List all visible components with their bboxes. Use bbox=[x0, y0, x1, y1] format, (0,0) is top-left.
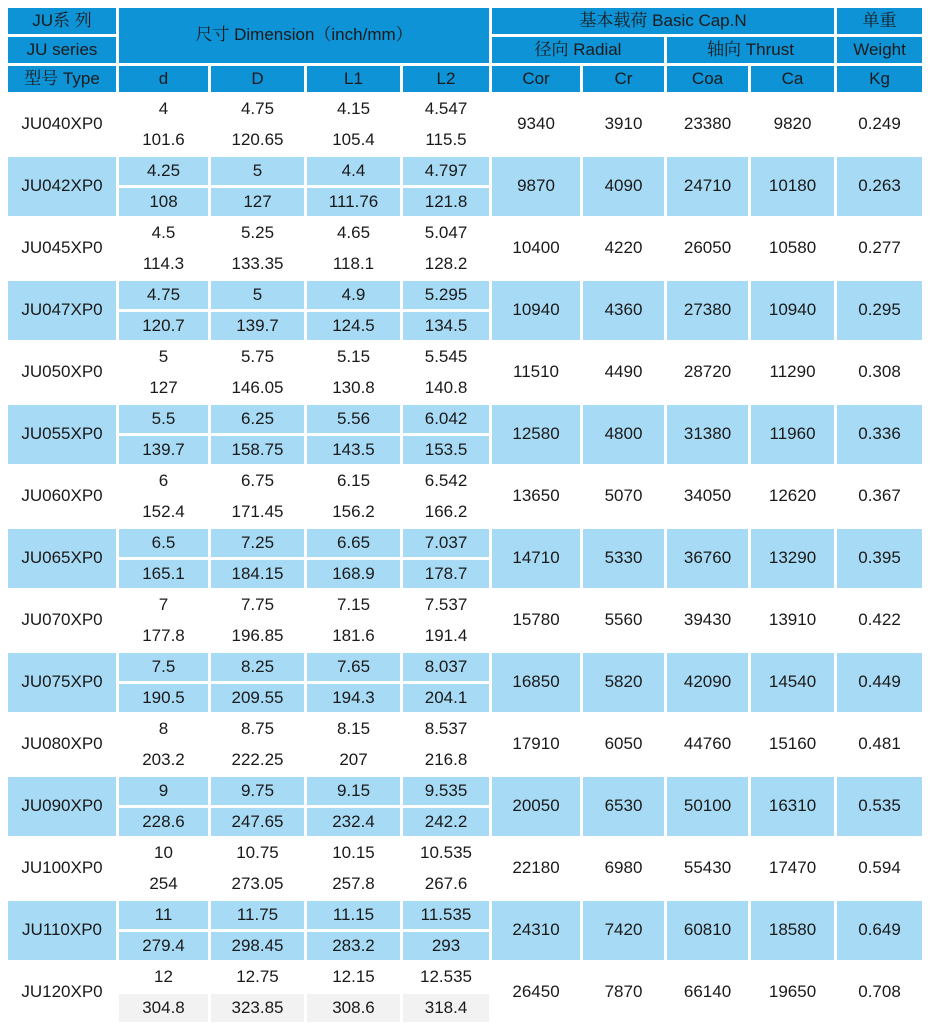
dim-l1-inch-cell: 5.15 bbox=[307, 343, 400, 371]
dim-d-mm-cell: 254 bbox=[119, 870, 208, 898]
spec-table-body bbox=[8, 95, 922, 1022]
weight-cell: 0.295 bbox=[837, 281, 922, 340]
load-cor-cell: 20050 bbox=[492, 777, 580, 836]
model-cell: JU075XP0 bbox=[8, 653, 116, 712]
load-cr-cell: 5820 bbox=[583, 653, 664, 712]
dim-l1-inch-cell: 5.56 bbox=[307, 405, 400, 433]
load-coa-cell: 28720 bbox=[667, 343, 748, 402]
dim-d-mm-cell: 165.1 bbox=[119, 560, 208, 588]
dim-d-inch-cell: 4.75 bbox=[211, 95, 304, 123]
dim-l2-inch-cell: 5.047 bbox=[403, 219, 489, 247]
dim-l2-mm-cell: 204.1 bbox=[403, 684, 489, 712]
load-coa-cell: 27380 bbox=[667, 281, 748, 340]
spec-row-inch bbox=[8, 343, 922, 371]
load-ca-cell: 13290 bbox=[751, 529, 834, 588]
weight-cell: 0.535 bbox=[837, 777, 922, 836]
dim-d-inch-cell: 7.5 bbox=[119, 653, 208, 681]
header-radial: 径向 Radial bbox=[492, 37, 664, 63]
dim-l2-mm-cell: 293 bbox=[403, 932, 489, 960]
dim-l1-inch-cell: 10.15 bbox=[307, 839, 400, 867]
load-ca-cell: 10580 bbox=[751, 219, 834, 278]
dim-d-inch-cell: 12 bbox=[119, 963, 208, 991]
weight-cell: 0.395 bbox=[837, 529, 922, 588]
load-ca-cell: 17470 bbox=[751, 839, 834, 898]
header-dimension: 尺寸 Dimension（inch/mm） bbox=[119, 8, 489, 63]
dim-d-inch-cell: 5 bbox=[211, 157, 304, 185]
dim-d-mm-cell: 133.35 bbox=[211, 250, 304, 278]
dim-d-inch-cell: 8.25 bbox=[211, 653, 304, 681]
dim-d-mm-cell: 127 bbox=[211, 188, 304, 216]
dim-d-inch-cell: 6.25 bbox=[211, 405, 304, 433]
dim-l2-mm-cell: 121.8 bbox=[403, 188, 489, 216]
load-cor-cell: 9340 bbox=[492, 95, 580, 154]
dim-d-mm-cell: 247.65 bbox=[211, 808, 304, 836]
model-cell: JU047XP0 bbox=[8, 281, 116, 340]
dim-l2-inch-cell: 8.037 bbox=[403, 653, 489, 681]
dim-d-inch-cell: 5.75 bbox=[211, 343, 304, 371]
spec-row-inch bbox=[8, 653, 922, 681]
dim-d-mm-cell: 127 bbox=[119, 374, 208, 402]
dim-d-mm-cell: 196.85 bbox=[211, 622, 304, 650]
load-ca-cell: 14540 bbox=[751, 653, 834, 712]
dim-d-mm-cell: 171.45 bbox=[211, 498, 304, 526]
dim-l1-inch-cell: 7.15 bbox=[307, 591, 400, 619]
weight-cell: 0.277 bbox=[837, 219, 922, 278]
spec-row-inch bbox=[8, 901, 922, 929]
dim-l2-inch-cell: 11.535 bbox=[403, 901, 489, 929]
dim-l1-mm-cell: 181.6 bbox=[307, 622, 400, 650]
dim-l2-mm-cell: 216.8 bbox=[403, 746, 489, 774]
load-coa-cell: 26050 bbox=[667, 219, 748, 278]
load-coa-cell: 36760 bbox=[667, 529, 748, 588]
dim-d-mm-cell: 177.8 bbox=[119, 622, 208, 650]
spec-row-inch bbox=[8, 405, 922, 433]
dim-d-mm-cell: 101.6 bbox=[119, 126, 208, 154]
header-thrust: 轴向 Thrust bbox=[667, 37, 834, 63]
dim-d-inch-cell: 5 bbox=[211, 281, 304, 309]
dim-l1-mm-cell: 207 bbox=[307, 746, 400, 774]
spec-row-inch bbox=[8, 839, 922, 867]
load-cr-cell: 6530 bbox=[583, 777, 664, 836]
spec-row-inch bbox=[8, 591, 922, 619]
dim-l2-inch-cell: 12.535 bbox=[403, 963, 489, 991]
dim-d-mm-cell: 120.65 bbox=[211, 126, 304, 154]
dim-d-mm-cell: 323.85 bbox=[211, 994, 304, 1022]
weight-cell: 0.336 bbox=[837, 405, 922, 464]
load-cr-cell: 5560 bbox=[583, 591, 664, 650]
dim-l1-inch-cell: 6.65 bbox=[307, 529, 400, 557]
load-cor-cell: 17910 bbox=[492, 715, 580, 774]
load-coa-cell: 31380 bbox=[667, 405, 748, 464]
model-cell: JU110XP0 bbox=[8, 901, 116, 960]
dim-d-mm-cell: 114.3 bbox=[119, 250, 208, 278]
dim-l1-mm-cell: 283.2 bbox=[307, 932, 400, 960]
load-cor-cell: 24310 bbox=[492, 901, 580, 960]
dim-d-inch-cell: 5.25 bbox=[211, 219, 304, 247]
spec-row-inch bbox=[8, 281, 922, 309]
dim-l1-mm-cell: 143.5 bbox=[307, 436, 400, 464]
dim-l2-inch-cell: 5.545 bbox=[403, 343, 489, 371]
load-ca-cell: 9820 bbox=[751, 95, 834, 154]
dim-d-mm-cell: 158.75 bbox=[211, 436, 304, 464]
load-cor-cell: 10400 bbox=[492, 219, 580, 278]
model-cell: JU100XP0 bbox=[8, 839, 116, 898]
weight-cell: 0.449 bbox=[837, 653, 922, 712]
spec-row-inch bbox=[8, 157, 922, 185]
dim-l1-inch-cell: 11.15 bbox=[307, 901, 400, 929]
load-cr-cell: 4090 bbox=[583, 157, 664, 216]
dim-d-inch-cell: 10.75 bbox=[211, 839, 304, 867]
load-coa-cell: 42090 bbox=[667, 653, 748, 712]
dim-l1-mm-cell: 308.6 bbox=[307, 994, 400, 1022]
header-col-coa: Coa bbox=[667, 66, 748, 92]
dim-d-mm-cell: 304.8 bbox=[119, 994, 208, 1022]
dim-l2-inch-cell: 7.537 bbox=[403, 591, 489, 619]
model-cell: JU070XP0 bbox=[8, 591, 116, 650]
load-coa-cell: 44760 bbox=[667, 715, 748, 774]
model-cell: JU040XP0 bbox=[8, 95, 116, 154]
dim-d-mm-cell: 139.7 bbox=[211, 312, 304, 340]
weight-cell: 0.249 bbox=[837, 95, 922, 154]
load-ca-cell: 10940 bbox=[751, 281, 834, 340]
header-series-cn: JU系 列 bbox=[8, 8, 116, 34]
ju-series-spec-table bbox=[5, 5, 925, 1025]
dim-l1-inch-cell: 4.65 bbox=[307, 219, 400, 247]
load-ca-cell: 13910 bbox=[751, 591, 834, 650]
weight-cell: 0.708 bbox=[837, 963, 922, 1022]
dim-l1-inch-cell: 9.15 bbox=[307, 777, 400, 805]
dim-l2-mm-cell: 178.7 bbox=[403, 560, 489, 588]
dim-d-inch-cell: 8 bbox=[119, 715, 208, 743]
load-ca-cell: 18580 bbox=[751, 901, 834, 960]
header-series-en: JU series bbox=[8, 37, 116, 63]
load-cr-cell: 4360 bbox=[583, 281, 664, 340]
dim-d-inch-cell: 4.75 bbox=[119, 281, 208, 309]
dim-l2-inch-cell: 4.797 bbox=[403, 157, 489, 185]
header-col-D: D bbox=[211, 66, 304, 92]
dim-l2-mm-cell: 191.4 bbox=[403, 622, 489, 650]
weight-cell: 0.308 bbox=[837, 343, 922, 402]
header-weight-cn: 单重 bbox=[837, 8, 922, 34]
dim-l1-inch-cell: 4.4 bbox=[307, 157, 400, 185]
spec-row-inch bbox=[8, 467, 922, 495]
model-cell: JU120XP0 bbox=[8, 963, 116, 1022]
spec-row-inch bbox=[8, 219, 922, 247]
spec-table-header bbox=[8, 8, 922, 92]
model-cell: JU080XP0 bbox=[8, 715, 116, 774]
load-cr-cell: 7420 bbox=[583, 901, 664, 960]
dim-l2-inch-cell: 8.537 bbox=[403, 715, 489, 743]
load-ca-cell: 10180 bbox=[751, 157, 834, 216]
dim-d-inch-cell: 4.25 bbox=[119, 157, 208, 185]
dim-d-inch-cell: 7.25 bbox=[211, 529, 304, 557]
dim-d-inch-cell: 9 bbox=[119, 777, 208, 805]
load-coa-cell: 60810 bbox=[667, 901, 748, 960]
load-cr-cell: 4490 bbox=[583, 343, 664, 402]
dim-l2-inch-cell: 6.042 bbox=[403, 405, 489, 433]
load-cr-cell: 5070 bbox=[583, 467, 664, 526]
weight-cell: 0.481 bbox=[837, 715, 922, 774]
load-cr-cell: 6050 bbox=[583, 715, 664, 774]
header-col-kg: Kg bbox=[837, 66, 922, 92]
load-ca-cell: 11290 bbox=[751, 343, 834, 402]
dim-l1-inch-cell: 12.15 bbox=[307, 963, 400, 991]
dim-l2-inch-cell: 9.535 bbox=[403, 777, 489, 805]
load-ca-cell: 19650 bbox=[751, 963, 834, 1022]
dim-l1-mm-cell: 118.1 bbox=[307, 250, 400, 278]
dim-l2-inch-cell: 10.535 bbox=[403, 839, 489, 867]
load-cor-cell: 22180 bbox=[492, 839, 580, 898]
dim-d-mm-cell: 222.25 bbox=[211, 746, 304, 774]
load-cor-cell: 26450 bbox=[492, 963, 580, 1022]
dim-d-mm-cell: 152.4 bbox=[119, 498, 208, 526]
load-cor-cell: 16850 bbox=[492, 653, 580, 712]
dim-d-mm-cell: 298.45 bbox=[211, 932, 304, 960]
dim-l1-mm-cell: 105.4 bbox=[307, 126, 400, 154]
header-col-cor: Cor bbox=[492, 66, 580, 92]
dim-d-inch-cell: 12.75 bbox=[211, 963, 304, 991]
load-ca-cell: 12620 bbox=[751, 467, 834, 526]
load-coa-cell: 23380 bbox=[667, 95, 748, 154]
dim-l2-mm-cell: 166.2 bbox=[403, 498, 489, 526]
dim-d-inch-cell: 5.5 bbox=[119, 405, 208, 433]
dim-l2-inch-cell: 4.547 bbox=[403, 95, 489, 123]
header-col-d: d bbox=[119, 66, 208, 92]
dim-l2-mm-cell: 318.4 bbox=[403, 994, 489, 1022]
dim-d-mm-cell: 108 bbox=[119, 188, 208, 216]
spec-row-inch bbox=[8, 95, 922, 123]
dim-d-inch-cell: 4.5 bbox=[119, 219, 208, 247]
dim-d-mm-cell: 184.15 bbox=[211, 560, 304, 588]
dim-d-inch-cell: 5 bbox=[119, 343, 208, 371]
load-coa-cell: 24710 bbox=[667, 157, 748, 216]
dim-d-mm-cell: 228.6 bbox=[119, 808, 208, 836]
load-cr-cell: 3910 bbox=[583, 95, 664, 154]
load-cor-cell: 15780 bbox=[492, 591, 580, 650]
dim-d-inch-cell: 4 bbox=[119, 95, 208, 123]
model-cell: JU050XP0 bbox=[8, 343, 116, 402]
load-cor-cell: 9870 bbox=[492, 157, 580, 216]
dim-l1-mm-cell: 257.8 bbox=[307, 870, 400, 898]
dim-l2-inch-cell: 7.037 bbox=[403, 529, 489, 557]
load-coa-cell: 55430 bbox=[667, 839, 748, 898]
dim-l2-mm-cell: 242.2 bbox=[403, 808, 489, 836]
header-basic-cap: 基本载荷 Basic Cap.N bbox=[492, 8, 834, 34]
dim-l2-mm-cell: 115.5 bbox=[403, 126, 489, 154]
dim-d-mm-cell: 190.5 bbox=[119, 684, 208, 712]
weight-cell: 0.422 bbox=[837, 591, 922, 650]
dim-l2-mm-cell: 140.8 bbox=[403, 374, 489, 402]
dim-l1-inch-cell: 4.15 bbox=[307, 95, 400, 123]
header-weight-en: Weight bbox=[837, 37, 922, 63]
dim-l1-inch-cell: 7.65 bbox=[307, 653, 400, 681]
dim-d-mm-cell: 120.7 bbox=[119, 312, 208, 340]
load-cr-cell: 5330 bbox=[583, 529, 664, 588]
dim-d-mm-cell: 273.05 bbox=[211, 870, 304, 898]
dim-l2-mm-cell: 267.6 bbox=[403, 870, 489, 898]
header-col-cr: Cr bbox=[583, 66, 664, 92]
dim-l2-mm-cell: 153.5 bbox=[403, 436, 489, 464]
dim-d-mm-cell: 203.2 bbox=[119, 746, 208, 774]
spec-row-inch bbox=[8, 715, 922, 743]
dim-d-mm-cell: 146.05 bbox=[211, 374, 304, 402]
dim-d-mm-cell: 209.55 bbox=[211, 684, 304, 712]
load-cr-cell: 4800 bbox=[583, 405, 664, 464]
weight-cell: 0.367 bbox=[837, 467, 922, 526]
load-ca-cell: 15160 bbox=[751, 715, 834, 774]
header-col-L2: L2 bbox=[403, 66, 489, 92]
weight-cell: 0.649 bbox=[837, 901, 922, 960]
dim-l2-mm-cell: 134.5 bbox=[403, 312, 489, 340]
spec-row-inch bbox=[8, 963, 922, 991]
dim-l1-mm-cell: 232.4 bbox=[307, 808, 400, 836]
dim-d-mm-cell: 139.7 bbox=[119, 436, 208, 464]
load-coa-cell: 34050 bbox=[667, 467, 748, 526]
load-cr-cell: 4220 bbox=[583, 219, 664, 278]
dim-d-inch-cell: 11.75 bbox=[211, 901, 304, 929]
dim-d-inch-cell: 9.75 bbox=[211, 777, 304, 805]
dim-l1-mm-cell: 111.76 bbox=[307, 188, 400, 216]
dim-d-inch-cell: 6.5 bbox=[119, 529, 208, 557]
dim-l2-inch-cell: 5.295 bbox=[403, 281, 489, 309]
model-cell: JU090XP0 bbox=[8, 777, 116, 836]
dim-l1-mm-cell: 124.5 bbox=[307, 312, 400, 340]
model-cell: JU060XP0 bbox=[8, 467, 116, 526]
header-col-ca: Ca bbox=[751, 66, 834, 92]
dim-l1-mm-cell: 168.9 bbox=[307, 560, 400, 588]
dim-l2-mm-cell: 128.2 bbox=[403, 250, 489, 278]
load-cor-cell: 10940 bbox=[492, 281, 580, 340]
model-cell: JU045XP0 bbox=[8, 219, 116, 278]
load-coa-cell: 66140 bbox=[667, 963, 748, 1022]
dim-d-mm-cell: 279.4 bbox=[119, 932, 208, 960]
header-col-L1: L1 bbox=[307, 66, 400, 92]
load-cor-cell: 11510 bbox=[492, 343, 580, 402]
dim-d-inch-cell: 11 bbox=[119, 901, 208, 929]
dim-l1-mm-cell: 194.3 bbox=[307, 684, 400, 712]
load-coa-cell: 50100 bbox=[667, 777, 748, 836]
dim-d-inch-cell: 6 bbox=[119, 467, 208, 495]
load-ca-cell: 16310 bbox=[751, 777, 834, 836]
dim-d-inch-cell: 10 bbox=[119, 839, 208, 867]
dim-d-inch-cell: 7.75 bbox=[211, 591, 304, 619]
spec-row-inch bbox=[8, 529, 922, 557]
dim-l1-inch-cell: 4.9 bbox=[307, 281, 400, 309]
spec-row-inch bbox=[8, 777, 922, 805]
model-cell: JU065XP0 bbox=[8, 529, 116, 588]
model-cell: JU055XP0 bbox=[8, 405, 116, 464]
dim-l1-mm-cell: 156.2 bbox=[307, 498, 400, 526]
dim-d-inch-cell: 7 bbox=[119, 591, 208, 619]
dim-d-inch-cell: 6.75 bbox=[211, 467, 304, 495]
load-cor-cell: 12580 bbox=[492, 405, 580, 464]
load-ca-cell: 11960 bbox=[751, 405, 834, 464]
dim-l2-inch-cell: 6.542 bbox=[403, 467, 489, 495]
dim-l1-inch-cell: 6.15 bbox=[307, 467, 400, 495]
load-coa-cell: 39430 bbox=[667, 591, 748, 650]
dim-l1-mm-cell: 130.8 bbox=[307, 374, 400, 402]
load-cr-cell: 6980 bbox=[583, 839, 664, 898]
weight-cell: 0.594 bbox=[837, 839, 922, 898]
load-cor-cell: 13650 bbox=[492, 467, 580, 526]
dim-l1-inch-cell: 8.15 bbox=[307, 715, 400, 743]
load-cr-cell: 7870 bbox=[583, 963, 664, 1022]
load-cor-cell: 14710 bbox=[492, 529, 580, 588]
model-cell: JU042XP0 bbox=[8, 157, 116, 216]
header-type: 型号 Type bbox=[8, 66, 116, 92]
dim-d-inch-cell: 8.75 bbox=[211, 715, 304, 743]
weight-cell: 0.263 bbox=[837, 157, 922, 216]
